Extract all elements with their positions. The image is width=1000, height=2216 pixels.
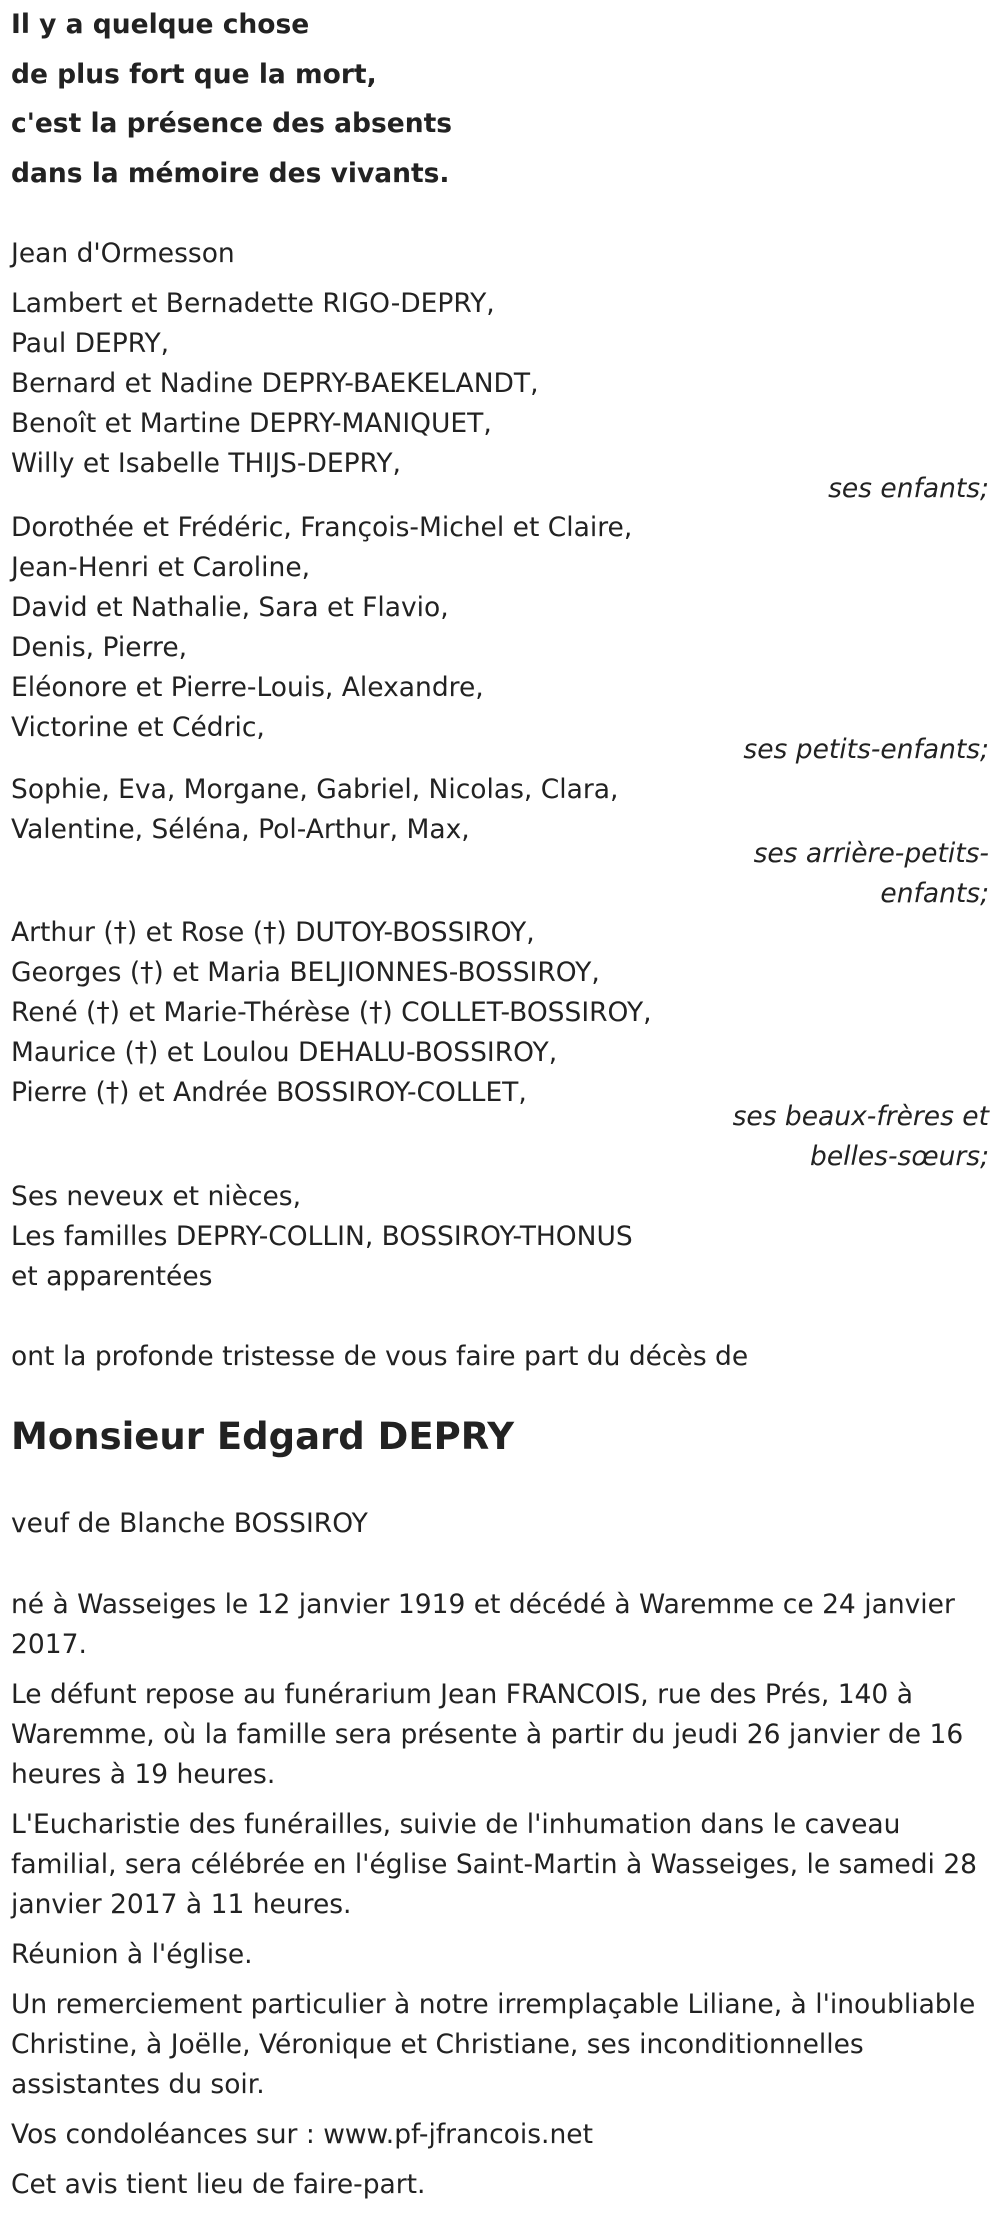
detail-line: Christine, à Joëlle, Véronique et Christiane, ses inconditionnelles bbox=[11, 2029, 864, 2060]
detail-line: heures à 19 heures. bbox=[11, 1759, 276, 1790]
detail-line: Le défunt repose au funérarium Jean FRANCOIS, rue des Prés, 140 à bbox=[11, 1679, 913, 1710]
relation-label: enfants; bbox=[880, 878, 989, 909]
detail-line: janvier 2017 à 11 heures. bbox=[11, 1889, 352, 1920]
detail-line: Réunion à l'église. bbox=[11, 1939, 253, 1970]
detail-line: L'Eucharistie des funérailles, suivie de l'inhumation dans le caveau bbox=[11, 1809, 901, 1840]
family-line: Valentine, Séléna, Pol-Arthur, Max, bbox=[11, 814, 470, 845]
quote-line: de plus fort que la mort, bbox=[11, 59, 377, 90]
family-line: Willy et Isabelle THIJS-DEPRY, bbox=[11, 448, 401, 479]
family-line: Lambert et Bernadette RIGO-DEPRY, bbox=[11, 288, 495, 319]
family-line: et apparentées bbox=[11, 1261, 213, 1292]
family-line: Dorothée et Frédéric, François-Michel et Claire, bbox=[11, 512, 633, 543]
relation-label: ses beaux-frères et bbox=[732, 1101, 989, 1132]
quote-line: dans la mémoire des vivants. bbox=[11, 158, 450, 189]
family-line: Georges (†) et Maria BELJIONNES-BOSSIROY, bbox=[11, 957, 600, 988]
family-line: René (†) et Marie-Thérèse (†) COLLET-BOSSIROY, bbox=[11, 997, 652, 1028]
detail-line: familial, sera célébrée en l'église Saint-Martin à Wasseiges, le samedi 28 bbox=[11, 1849, 978, 1880]
deceased-name: Monsieur Edgard DEPRY bbox=[11, 1415, 515, 1458]
family-line: Paul DEPRY, bbox=[11, 328, 170, 359]
condolences-line: Vos condoléances sur : www.pf-jfrancois.net bbox=[11, 2119, 593, 2150]
family-line: Maurice (†) et Loulou DEHALU-BOSSIROY, bbox=[11, 1037, 558, 1068]
detail-line: Waremme, où la famille sera présente à partir du jeudi 26 janvier de 16 bbox=[11, 1719, 964, 1750]
family-line: Bernard et Nadine DEPRY-BAEKELANDT, bbox=[11, 368, 539, 399]
relation-label: ses enfants; bbox=[828, 473, 989, 504]
detail-line: 2017. bbox=[11, 1629, 87, 1660]
relation-label: ses petits-enfants; bbox=[743, 734, 989, 765]
family-line: Arthur (†) et Rose (†) DUTOY-BOSSIROY, bbox=[11, 917, 535, 948]
family-line: Les familles DEPRY-COLLIN, BOSSIROY-THONUS bbox=[11, 1221, 633, 1252]
quote-line: Il y a quelque chose bbox=[11, 9, 310, 40]
family-line: Pierre (†) et Andrée BOSSIROY-COLLET, bbox=[11, 1077, 527, 1108]
quote-line: c'est la présence des absents bbox=[11, 108, 453, 139]
announcement: ont la profonde tristesse de vous faire part du décès de bbox=[11, 1341, 749, 1372]
family-line: Victorine et Cédric, bbox=[11, 712, 265, 743]
relation-label: belles-sœurs; bbox=[810, 1141, 989, 1172]
relation-label: ses arrière-petits- bbox=[753, 838, 989, 869]
family-line: David et Nathalie, Sara et Flavio, bbox=[11, 592, 449, 623]
detail-line: né à Wasseiges le 12 janvier 1919 et décédé à Waremme ce 24 janvier bbox=[11, 1589, 955, 1620]
family-line: Ses neveux et nièces, bbox=[11, 1181, 302, 1212]
family-line: Sophie, Eva, Morgane, Gabriel, Nicolas, Clara, bbox=[11, 774, 619, 805]
detail-line: assistantes du soir. bbox=[11, 2069, 265, 2100]
notice-line: Cet avis tient lieu de faire-part. bbox=[11, 2169, 426, 2200]
family-line: Benoît et Martine DEPRY-MANIQUET, bbox=[11, 408, 492, 439]
detail-line: Un remerciement particulier à notre irremplaçable Liliane, à l'inoubliable bbox=[11, 1989, 976, 2020]
quote-author: Jean d'Ormesson bbox=[11, 238, 235, 269]
family-line: Denis, Pierre, bbox=[11, 632, 188, 663]
family-line: Jean-Henri et Caroline, bbox=[11, 552, 311, 583]
family-line: Eléonore et Pierre-Louis, Alexandre, bbox=[11, 672, 484, 703]
widower-of: veuf de Blanche BOSSIROY bbox=[11, 1508, 368, 1539]
